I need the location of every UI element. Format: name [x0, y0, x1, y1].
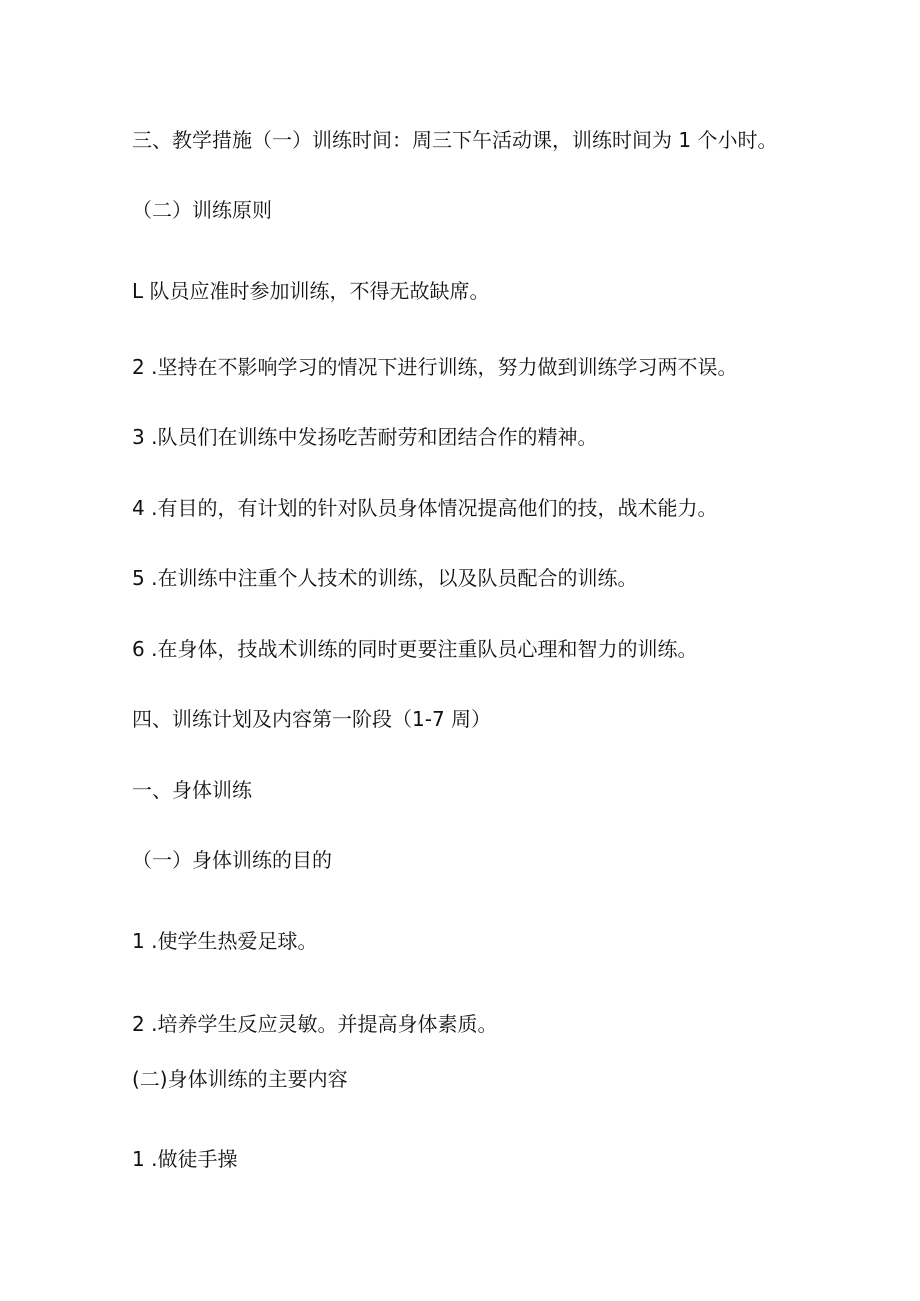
principle-item-6: 6 .在身体，技战术训练的同时更要注重队员心理和智力的训练。 [132, 637, 698, 661]
physical-training-heading: 一、身体训练 [132, 778, 252, 802]
content-item-1: 1 .做徒手操 [132, 1147, 238, 1171]
principle-item-3: 3 .队员们在训练中发扬吃苦耐劳和团结合作的精神。 [132, 425, 598, 449]
purpose-item-1: 1 .使学生热爱足球。 [132, 929, 318, 953]
physical-training-content-heading: (二)身体训练的主要内容 [132, 1067, 348, 1091]
principle-item-4: 4 .有目的，有计划的针对队员身体情况提高他们的技，战术能力。 [132, 496, 718, 520]
principle-item-2: 2 .坚持在不影响学习的情况下进行训练，努力做到训练学习两不误。 [132, 355, 738, 379]
principle-item-5: 5 .在训练中注重个人技术的训练，以及队员配合的训练。 [132, 566, 638, 590]
teaching-measures-heading: 三、教学措施（一）训练时间：周三下午活动课，训练时间为 1 个小时。 [132, 128, 778, 152]
physical-training-purpose-heading: （一）身体训练的目的 [132, 848, 332, 872]
training-plan-heading: 四、训练计划及内容第一阶段（1-7 周） [132, 707, 492, 731]
principle-item-1: L 队员应准时参加训练，不得无故缺席。 [132, 279, 490, 303]
training-principles-heading: （二）训练原则 [132, 198, 272, 222]
purpose-item-2: 2 .培养学生反应灵敏。并提高身体素质。 [132, 1012, 498, 1036]
